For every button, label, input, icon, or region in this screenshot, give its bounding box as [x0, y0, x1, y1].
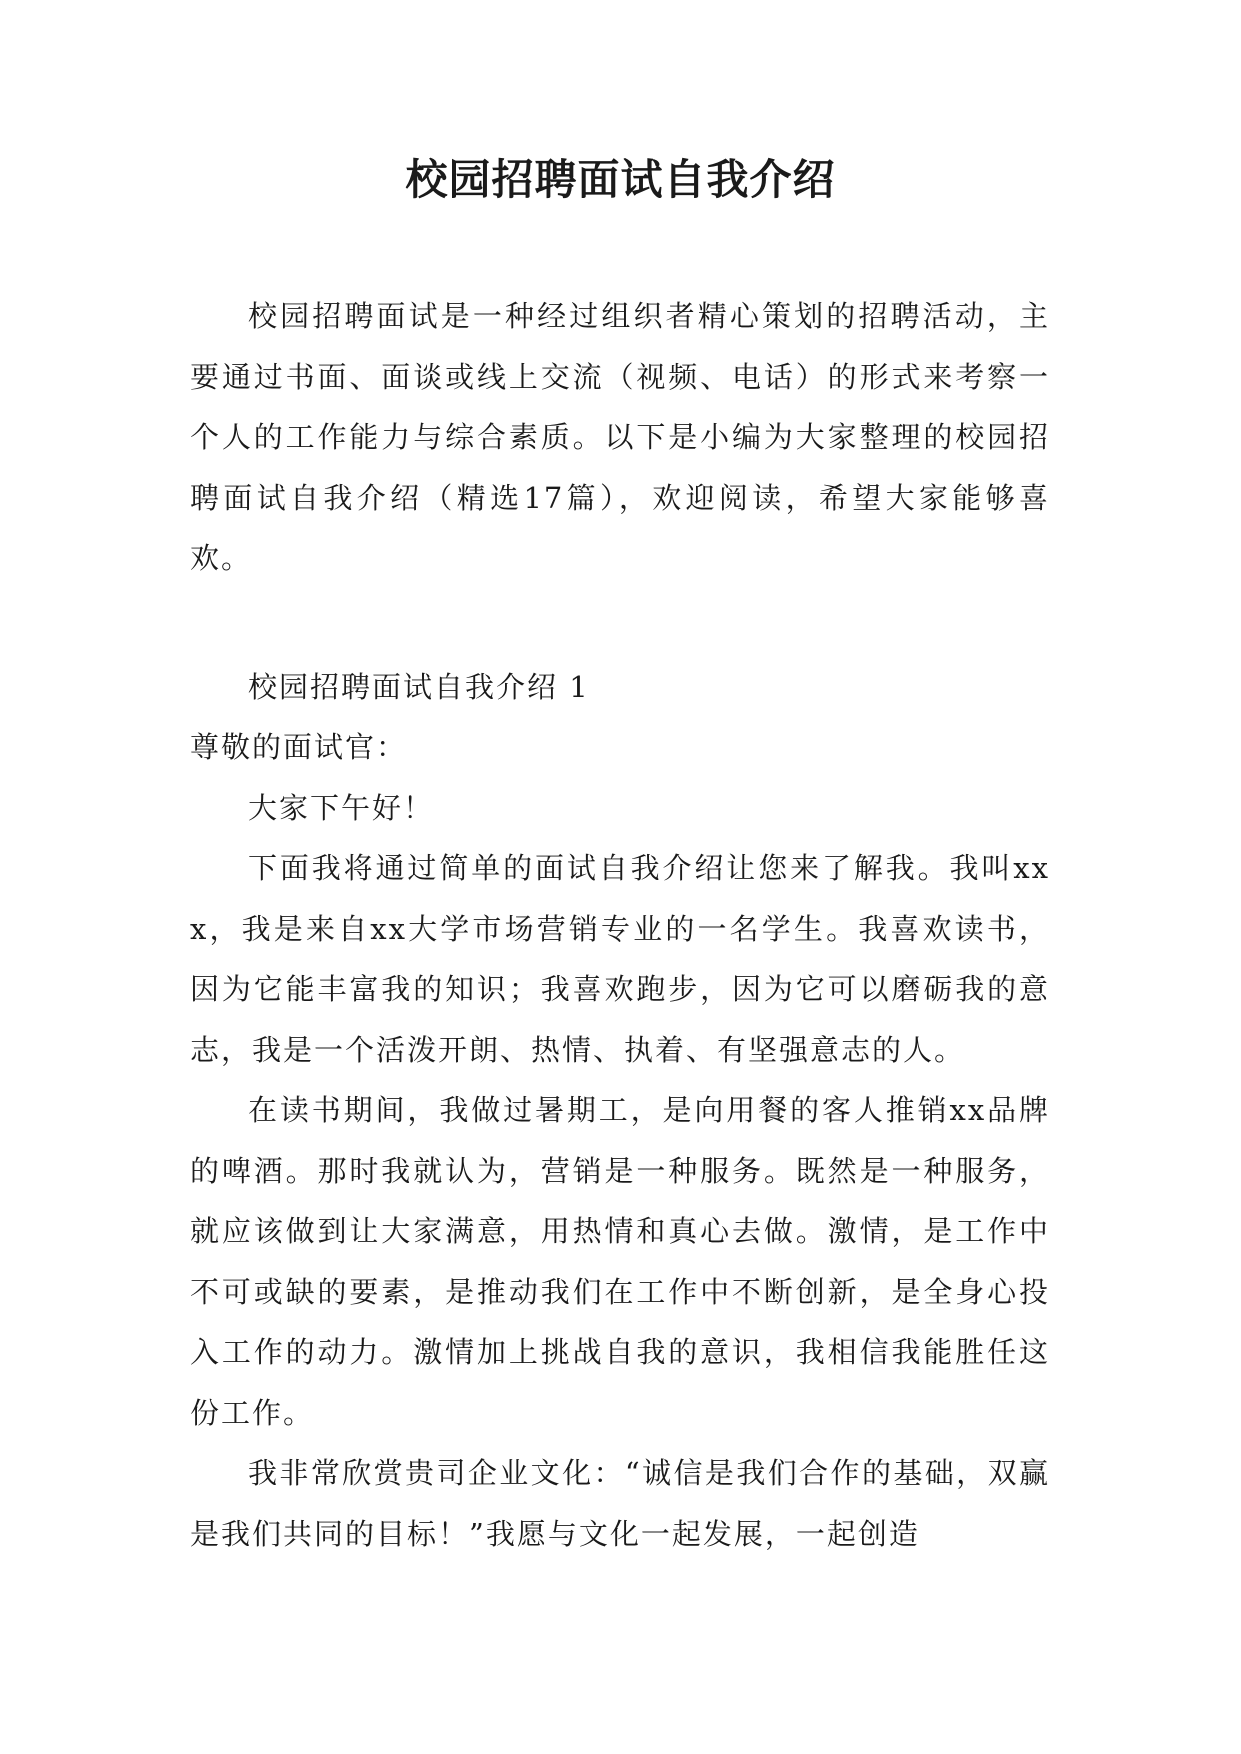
document-title: 校园招聘面试自我介绍 — [405, 155, 836, 204]
document-body — [190, 286, 1050, 1564]
body-paragraph: 我非常欣赏贵司企业文化：“诚信是我们合作的基础，双赢是我们共同的目标！”我愿与文化一起发展，一起创造 — [190, 1456, 1050, 1551]
greeting: 大家下午好！ — [248, 790, 435, 825]
section-gap — [190, 589, 1050, 657]
body-paragraph: 在读书期间，我做过暑期工，是向用餐的客人推销xx品牌的啤酒。那时我就认为，营销是一种服务。既然是一种服务，就应该做到让大家满意，用热情和真心去做。激情，是工作中不可或缺的要素，是推动我们在工作中不断创新，是全身心投入工作的动力。激情加上挑战自我的意识，我相信我能胜任这份工作。 — [190, 1093, 1050, 1430]
body-paragraph: 下面我将通过简单的面试自我介绍让您来了解我。我叫xxx，我是来自xx大学市场营销专业的一名学生。我喜欢读书，因为它能丰富我的知识；我喜欢跑步，因为它可以磨砺我的意志，我是一个活泼开朗、热情、执着、有坚强意志的人。 — [190, 851, 1050, 1067]
intro-paragraph: 校园招聘面试是一种经过组织者精心策划的招聘活动，主要通过书面、面谈或线上交流（视频、电话）的形式来考察一个人的工作能力与综合素质。以下是小编为大家整理的校园招聘面试自我介绍（精选17篇），欢迎阅读，希望大家能够喜欢。 — [190, 299, 1050, 575]
section-heading: 校园招聘面试自我介绍 1 — [248, 669, 590, 704]
salutation: 尊敬的面试官： — [190, 730, 408, 764]
